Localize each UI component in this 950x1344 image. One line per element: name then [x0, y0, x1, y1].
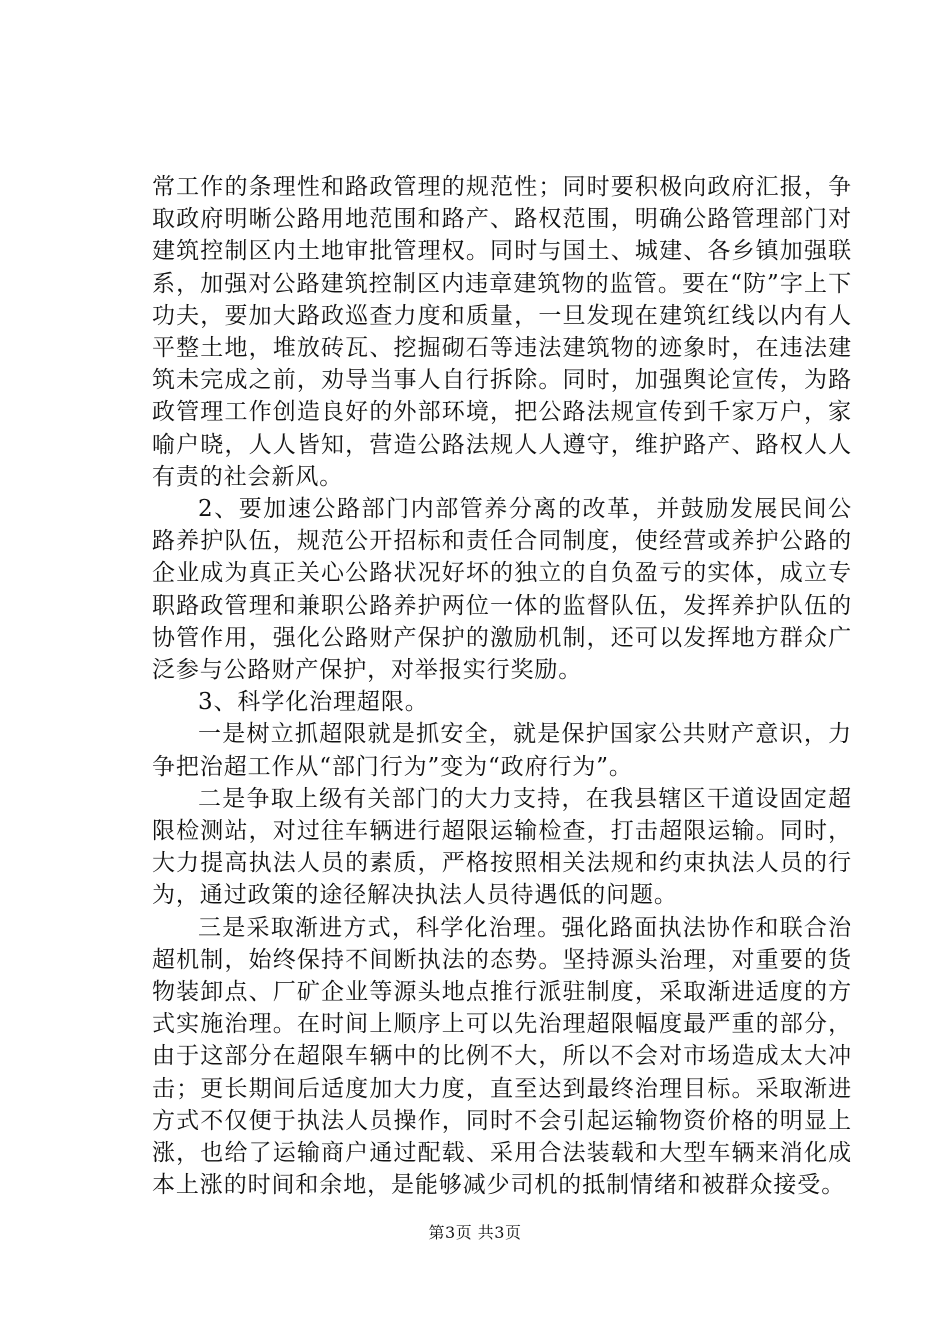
paragraph-2: 2、要加速公路部门内部管养分离的改革，并鼓励发展民间公路养护队伍，规范公开招标和责任合同制度，使经营或养护公路的企业成为真正关心公路状况好坏的独立的自负盈亏的实体，成立专职路政管理和兼职公路养护两位一体的监督队伍，发挥养护队伍的协管作用，强化公路财产保护的激励机制，还可以发挥地方群众广泛参与公路财产保护，对举报实行奖励。 — [152, 496, 852, 684]
paragraph-6: 三是采取渐进方式，科学化治理。强化路面执法协作和联合治超机制，始终保持不间断执法的态势。坚持源头治理，对重要的货物装卸点、厂矿企业等源头地点推行派驻制度，采取渐进适度的方式实施治理。在时间上顺序上可以先治理超限幅度最严重的部分，由于这部分在超限车辆中的比例不大，所以不会对市场造成太大冲击；更长期间后适度加大力度，直至达到最终治理目标。采取渐进方式不仅便于执法人员操作，同时不会引起运输物资价格的明显上涨，也给了运输商户通过配载、采用合法装载和大型车辆来消化成本上涨的时间和余地，是能够减少司机的抵制情绪和被群众接受。 — [152, 914, 852, 1199]
paragraph-4: 一是树立抓超限就是抓安全，就是保护国家公共财产意识，力争把治超工作从“部门行为”变为“政府行为”。 — [152, 721, 852, 780]
document-body — [152, 171, 852, 1202]
paragraph-3: 3、科学化治理超限。 — [198, 689, 429, 716]
paragraph-1: 常工作的条理性和路政管理的规范性；同时要积极向政府汇报，争取政府明晰公路用地范围和路产、路权范围，明确公路管理部门对建筑控制区内土地审批管理权。同时与国土、城建、各乡镇加强联系，加强对公路建筑控制区内违章建筑物的监管。要在“防”字上下功夫，要加大路政巡查力度和质量，一旦发现在建筑红线以内有人平整土地，堆放砖瓦、挖掘砌石等违法建筑物的迹象时，在违法建筑未完成之前，劝导当事人自行拆除。同时，加强舆论宣传，为路政管理工作创造良好的外部环境，把公路法规宣传到千家万户，家喻户晓，人人皆知，营造公路法规人人遵守，维护路产、路权人人有责的社会新风。 — [152, 174, 852, 490]
paragraph-5: 二是争取上级有关部门的大力支持，在我县辖区干道设固定超限检测站，对过往车辆进行超限运输检查，打击超限运输。同时，大力提高执法人员的素质，严格按照相关法规和约束执法人员的行为，通过政策的途径解决执法人员待遇低的问题。 — [152, 785, 852, 909]
page-number-footer: 第3页 共3页 — [428, 1223, 522, 1242]
